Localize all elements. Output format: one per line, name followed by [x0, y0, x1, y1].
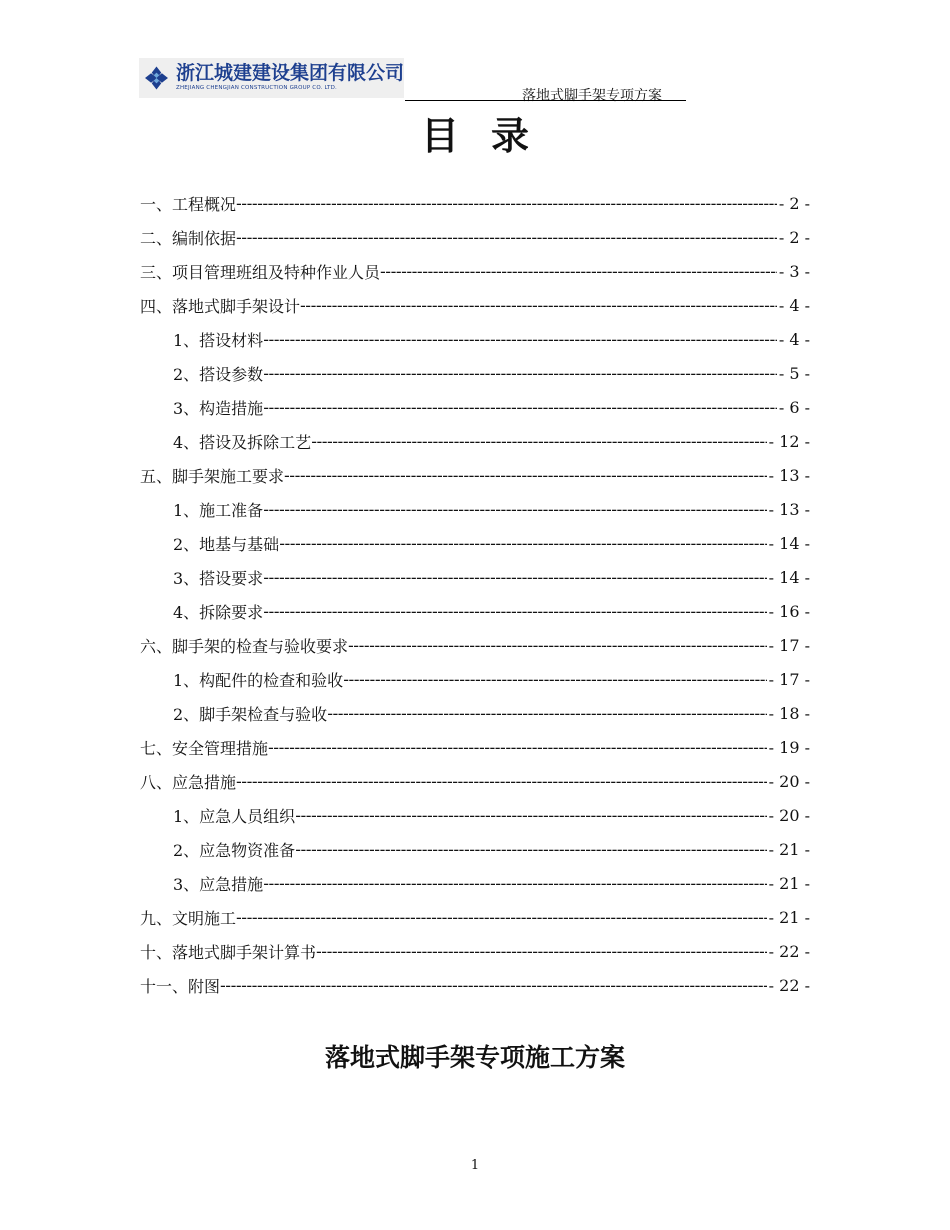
- toc-subentry[interactable]: [140, 424, 810, 458]
- toc-entry-page: - 18 -: [768, 703, 810, 723]
- toc-entry-text: 2、应急物资准备: [173, 840, 296, 860]
- toc-entry-text: 1、应急人员组织: [173, 806, 296, 826]
- toc-subentry[interactable]: [140, 356, 810, 390]
- toc-entry-page: - 21 -: [768, 873, 810, 893]
- toc-entry-text: 八、应急措施: [140, 772, 237, 792]
- toc-entry-text: 2、脚手架检查与验收: [173, 704, 328, 724]
- toc-leader: [236, 772, 767, 791]
- toc-entry[interactable]: [140, 186, 810, 220]
- toc-subentry[interactable]: [140, 798, 810, 832]
- toc-leader: [263, 364, 777, 383]
- toc-subentry[interactable]: [140, 662, 810, 696]
- toc-entry-page: - 20 -: [768, 805, 810, 825]
- company-logo: [139, 58, 404, 98]
- toc-entry-page: - 4 -: [778, 295, 810, 315]
- toc-subentry[interactable]: [140, 832, 810, 866]
- toc-entry[interactable]: [140, 934, 810, 968]
- toc-entry-text: 4、搭设及拆除工艺: [173, 432, 312, 452]
- toc-entry-text: 十一、附图: [140, 976, 221, 996]
- toc-entry-page: - 22 -: [768, 941, 810, 961]
- toc-entry-text: 九、文明施工: [140, 908, 237, 928]
- toc-entry-page: - 21 -: [768, 907, 810, 927]
- toc-leader: [300, 296, 777, 315]
- toc-title: 目录: [420, 113, 561, 158]
- toc-leader: [348, 636, 767, 655]
- toc-subentry[interactable]: [140, 322, 810, 356]
- toc-entry[interactable]: [140, 458, 810, 492]
- toc-leader: [236, 194, 777, 213]
- toc-entry-text: 2、搭设参数: [173, 364, 264, 384]
- toc-entry-page: - 4 -: [778, 329, 810, 349]
- toc-entry-page: - 3 -: [778, 261, 810, 281]
- toc-entry[interactable]: [140, 254, 810, 288]
- toc-entry-text: 七、安全管理措施: [140, 738, 269, 758]
- company-logo-mark-icon: [143, 58, 170, 98]
- toc-entry-text: 四、落地式脚手架设计: [140, 296, 301, 316]
- toc-entry-text: 五、脚手架施工要求: [140, 466, 285, 486]
- toc-leader: [263, 874, 766, 893]
- toc-entry-text: 2、地基与基础: [173, 534, 280, 554]
- document-title: 落地式脚手架专项施工方案: [324, 1043, 625, 1072]
- toc-subentry[interactable]: [140, 560, 810, 594]
- toc-entry-page: - 12 -: [768, 431, 810, 451]
- toc-entry-page: - 17 -: [768, 669, 810, 689]
- toc-entry-page: - 14 -: [768, 567, 810, 587]
- toc-entry-page: - 19 -: [768, 737, 810, 757]
- toc-entry[interactable]: [140, 288, 810, 322]
- toc-leader: [295, 840, 766, 859]
- header-doc-name: 落地式脚手架专项方案: [522, 88, 662, 104]
- toc-entry[interactable]: [140, 730, 810, 764]
- page-number: 1: [470, 1158, 480, 1173]
- toc-leader: [380, 262, 777, 281]
- toc-leader: [311, 432, 766, 451]
- toc-leader: [263, 500, 766, 519]
- toc-entry-text: 二、编制依据: [140, 228, 237, 248]
- toc-entry-text: 三、项目管理班组及特种作业人员: [140, 262, 381, 282]
- toc-entry-page: - 16 -: [768, 601, 810, 621]
- toc-entry-page: - 2 -: [778, 227, 810, 247]
- toc-entry[interactable]: [140, 220, 810, 254]
- toc-entry-page: - 17 -: [768, 635, 810, 655]
- toc-entry-text: 3、构造措施: [173, 398, 264, 418]
- company-name-en: ZHEJIANG CHENGJIAN CONSTRUCTION GROUP CO. LTD.: [175, 85, 337, 92]
- toc-leader: [279, 534, 766, 553]
- toc-entry-text: 1、搭设材料: [173, 330, 264, 350]
- toc-subentry[interactable]: [140, 526, 810, 560]
- toc-entry-page: - 22 -: [768, 975, 810, 995]
- toc-entry-text: 1、施工准备: [173, 500, 264, 520]
- header-rule: [405, 100, 686, 101]
- toc-entry-page: - 6 -: [778, 397, 810, 417]
- toc-leader: [263, 398, 777, 417]
- toc-leader: [295, 806, 766, 825]
- toc-leader: [220, 976, 767, 995]
- toc-subentry[interactable]: [140, 594, 810, 628]
- toc-entry[interactable]: [140, 764, 810, 798]
- toc-subentry[interactable]: [140, 696, 810, 730]
- toc-entry-text: 3、应急措施: [173, 874, 264, 894]
- toc-leader: [263, 568, 766, 587]
- toc-entry-page: - 13 -: [768, 465, 810, 485]
- toc-leader: [343, 670, 766, 689]
- toc-leader: [284, 466, 767, 485]
- toc-entry-page: - 5 -: [778, 363, 810, 383]
- toc-entry-text: 4、拆除要求: [173, 602, 264, 622]
- toc-subentry[interactable]: [140, 866, 810, 900]
- company-name-cn: 浙江城建建设集团有限公司: [175, 62, 404, 85]
- toc-entry-page: - 2 -: [778, 193, 810, 213]
- toc-entry[interactable]: [140, 900, 810, 934]
- toc-entry[interactable]: [140, 968, 810, 1002]
- toc-leader: [236, 228, 777, 247]
- toc-entry-page: - 20 -: [768, 771, 810, 791]
- toc-leader: [263, 330, 777, 349]
- toc-entry-page: - 21 -: [768, 839, 810, 859]
- toc-entry-text: 1、构配件的检查和验收: [173, 670, 344, 690]
- toc-subentry[interactable]: [140, 390, 810, 424]
- toc-entry-text: 六、脚手架的检查与验收要求: [140, 636, 349, 656]
- toc-entry-text: 十、落地式脚手架计算书: [140, 942, 317, 962]
- toc-leader: [268, 738, 767, 757]
- toc-leader: [263, 602, 766, 621]
- toc-leader: [316, 942, 767, 961]
- toc-entry-text: 一、工程概况: [140, 194, 237, 214]
- toc-entry-text: 3、搭设要求: [173, 568, 264, 588]
- table-of-contents: [140, 186, 810, 1002]
- toc-entry[interactable]: [140, 628, 810, 662]
- toc-entry-page: - 14 -: [768, 533, 810, 553]
- toc-leader: [327, 704, 766, 723]
- toc-entry-page: - 13 -: [768, 499, 810, 519]
- toc-subentry[interactable]: [140, 492, 810, 526]
- toc-leader: [236, 908, 767, 927]
